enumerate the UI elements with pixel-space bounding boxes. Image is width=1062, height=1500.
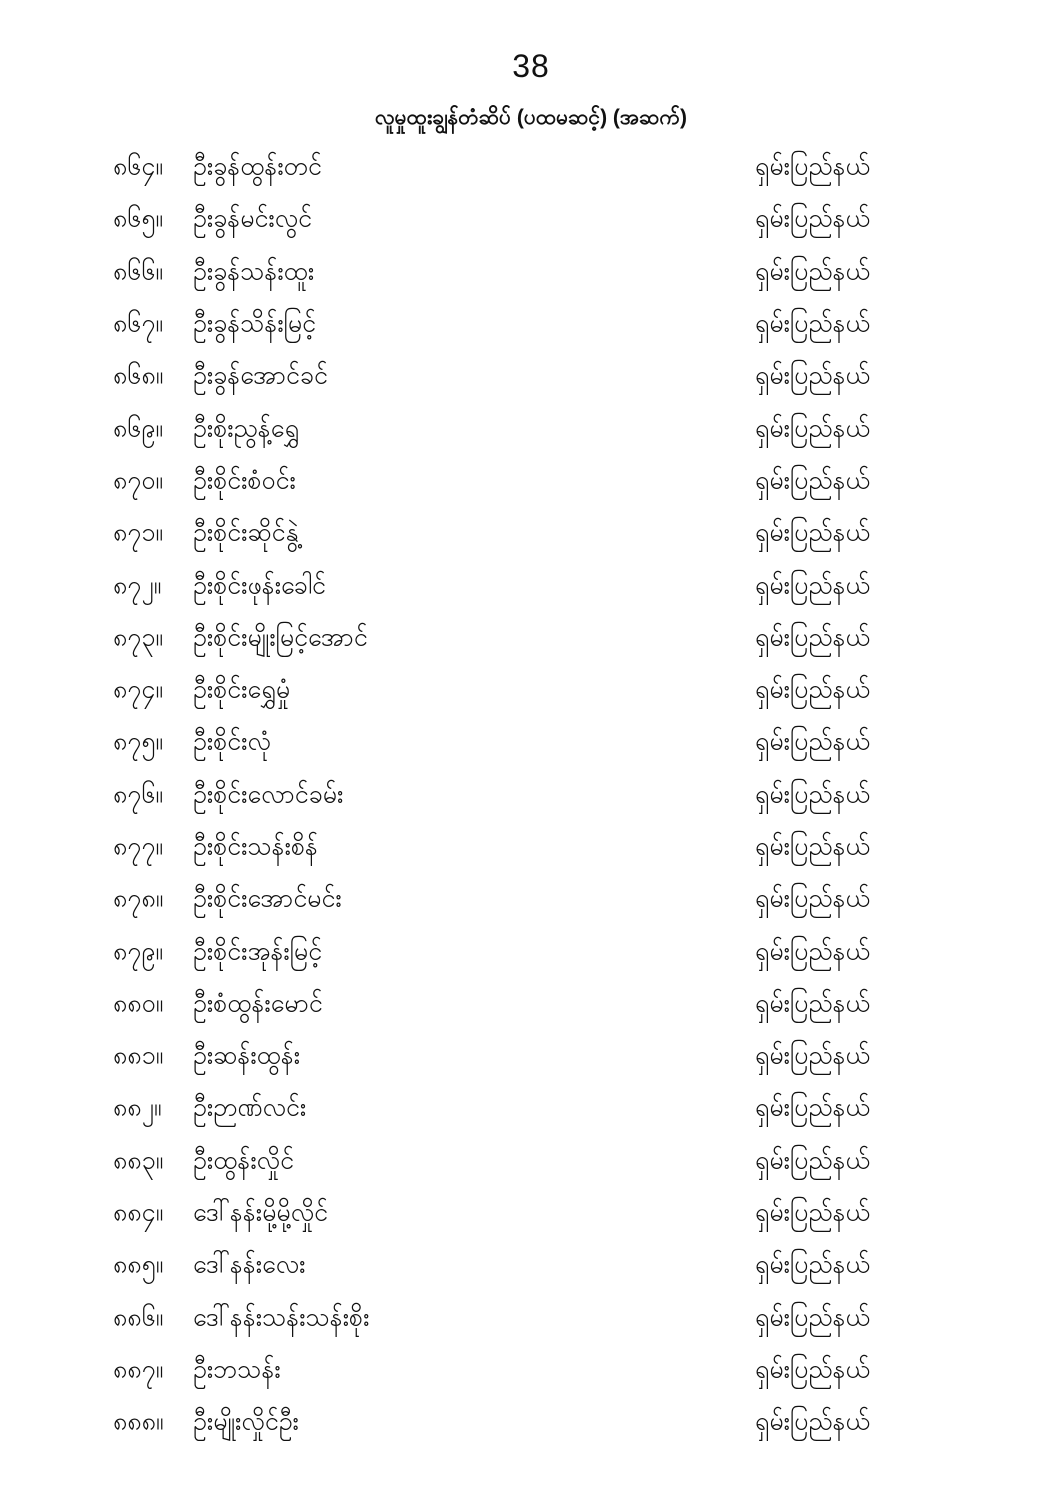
row-number: ၈၇၃။ [113,623,163,652]
row-region: ရှမ်းပြည်နယ် [755,1355,870,1384]
row-region: ရှမ်းပြည်နယ် [755,1093,870,1122]
table-row [0,769,1062,821]
row-number: ၈၈၇။ [113,1355,164,1384]
row-number: ၈၆၈။ [113,361,164,390]
table-row [0,716,1062,768]
row-name: ဦးခွန်မင်းလွင် [193,204,313,233]
row-name: ဦးဉာဏ်လင်း [193,1093,307,1122]
row-region: ရှမ်းပြည်နယ် [755,937,870,966]
row-name: ဦးစံထွန်းမောင် [193,989,323,1018]
row-region: ရှမ်းပြည်နယ် [755,1303,870,1332]
table-row [0,821,1062,873]
table-row [0,1292,1062,1344]
row-number: ၈၇၂။ [113,571,162,600]
row-name: ဦးထွန်းလှိုင် [193,1146,294,1175]
row-number: ၈၈၆။ [113,1303,164,1332]
table-row [0,1344,1062,1396]
row-name: ဦးခွန်ထွန်းတင် [193,152,322,181]
page-title: လူမှုထူးချွန်တံဆိပ် (ပထမဆင့်) (အဆက်) [374,106,688,129]
table-row [0,455,1062,507]
row-number: ၈၇၄။ [113,675,163,704]
row-region: ရှမ်းပြည်နယ် [755,675,870,704]
row-name: ဒေါ်နန်းမို့မို့လှိုင် [193,1198,329,1227]
row-name: ဦးစိုင်းစံဝင်း [193,466,296,495]
row-number: ၈၆၇။ [113,309,163,338]
table-row [0,1030,1062,1082]
row-name: ဦးမျိုးလှိုင်ဦး [193,1407,299,1436]
row-number: ၈၇၅။ [113,727,163,756]
row-name: ဦးစိုင်းလောင်ခမ်း [193,780,344,809]
row-name: ဦးစိုင်းသန်းစိန် [193,832,318,861]
row-region: ရှမ်းပြည်နယ် [755,466,870,495]
row-number: ၈၇၁။ [113,518,163,547]
row-number: ၈၈၅။ [113,1250,164,1279]
row-name: ဒေါ်နန်းသန်းသန်းစိုး [193,1303,370,1332]
table-row [0,612,1062,664]
row-region: ရှမ်းပြည်နယ် [755,780,870,809]
row-region: ရှမ်းပြည်နယ် [755,152,870,181]
row-number: ၈၆၉။ [113,414,163,443]
row-region: ရှမ်းပြည်နယ် [755,727,870,756]
table-row [0,1135,1062,1187]
row-name: ဒေါ်နန်းလေး [193,1250,306,1279]
row-number: ၈၈၈။ [113,1407,164,1436]
table-row [0,978,1062,1030]
table-row [0,1082,1062,1134]
row-name: ဦးဘသန်း [193,1355,281,1384]
row-name: ဦးစိုင်းအောင်မင်း [193,884,342,913]
table-row [0,141,1062,193]
table-row [0,873,1062,925]
row-name: ဦးခွန်သန်းထူး [193,257,315,286]
award-list [0,141,1062,1448]
row-name: ဦးစိုင်းဆိုင်နွဲ့ [193,518,299,547]
table-row [0,246,1062,298]
row-region: ရှမ်းပြည်နယ် [755,1146,870,1175]
table-row [0,507,1062,559]
row-name: ဦးခွန်အောင်ခင် [193,361,328,390]
row-number: ၈၇၈။ [113,884,164,913]
row-region: ရှမ်းပြည်နယ် [755,309,870,338]
row-region: ရှမ်းပြည်နယ် [755,1041,870,1070]
row-number: ၈၈၀။ [113,989,164,1018]
row-name: ဦးစိုင်းမျိုးမြင့်အောင် [193,623,368,652]
table-row [0,559,1062,611]
row-region: ရှမ်းပြည်နယ် [755,832,870,861]
row-region: ရှမ်းပြည်နယ် [755,361,870,390]
table-row [0,1396,1062,1448]
row-region: ရှမ်းပြည်နယ် [755,623,870,652]
row-region: ရှမ်းပြည်နယ် [755,257,870,286]
row-number: ၈၇၆။ [113,780,163,809]
row-number: ၈၈၄။ [113,1198,164,1227]
row-number: ၈၆၄။ [113,152,163,181]
table-row [0,402,1062,454]
row-region: ရှမ်းပြည်နယ် [755,204,870,233]
row-region: ရှမ်းပြည်နယ် [755,1198,870,1227]
row-name: ဦးခွန်သိန်းမြင့် [193,309,317,338]
page-number: 38 [512,48,550,84]
table-row [0,350,1062,402]
row-name: ဦးဆန်းထွန်း [193,1041,301,1070]
row-region: ရှမ်းပြည်နယ် [755,571,870,600]
row-region: ရှမ်းပြည်နယ် [755,1407,870,1436]
row-number: ၈၇၇။ [113,832,163,861]
table-row [0,1239,1062,1291]
row-number: ၈၈၂။ [113,1093,162,1122]
table-row [0,1187,1062,1239]
row-region: ရှမ်းပြည်နယ် [755,884,870,913]
row-number: ၈၇၀။ [113,466,163,495]
row-number: ၈၇၉။ [113,937,163,966]
table-row [0,298,1062,350]
row-number: ၈၆၅။ [113,204,163,233]
table-row [0,664,1062,716]
table-row [0,193,1062,245]
row-name: ဦးစိုင်းရွှေမှုံ [193,675,291,704]
row-name: ဦးစိုင်းအုန်းမြင့် [193,937,323,966]
row-number: ၈၈၁။ [113,1041,164,1070]
row-name: ဦးစိုင်းဖုန်းခေါင် [193,571,326,600]
row-region: ရှမ်းပြည်နယ် [755,989,870,1018]
row-name: ဦးစိုးညွန့်ရွှေ [193,414,300,443]
row-number: ၈၆၆။ [113,257,163,286]
row-name: ဦးစိုင်းလုံ [193,727,271,756]
row-region: ရှမ်းပြည်နယ် [755,414,870,443]
row-region: ရှမ်းပြည်နယ် [755,518,870,547]
row-region: ရှမ်းပြည်နယ် [755,1250,870,1279]
table-row [0,925,1062,977]
row-number: ၈၈၃။ [113,1146,164,1175]
